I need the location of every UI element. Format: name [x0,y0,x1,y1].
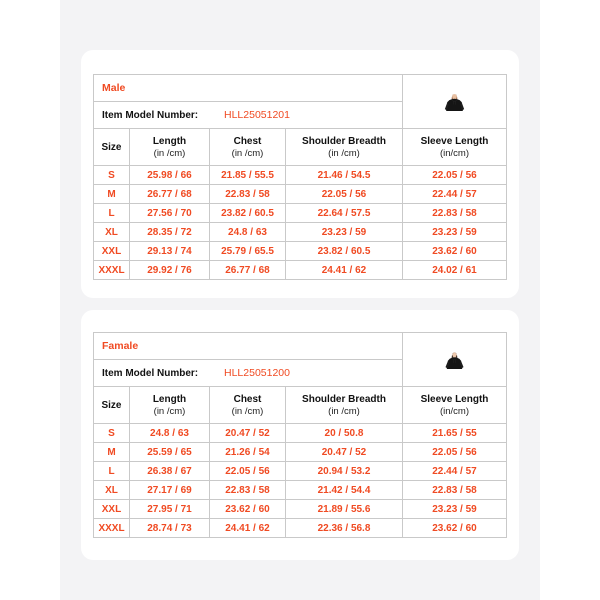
shoulder-cell: 22.05 / 56 [286,185,403,204]
male-model-label: Item Model Number: [102,110,199,121]
table-row [94,481,507,500]
length-cell: 25.59 / 65 [130,443,210,462]
length-cell: 29.13 / 74 [130,242,210,261]
chest-cell: 22.83 / 58 [210,185,286,204]
shoulder-cell: 23.82 / 60.5 [286,242,403,261]
size-cell: S [94,424,130,443]
size-cell: M [94,443,130,462]
chest-cell: 24.8 / 63 [210,223,286,242]
length-cell: 27.17 / 69 [130,481,210,500]
male-hoodie-image [403,93,506,111]
female-model-photo [403,333,507,387]
col-header-length: Length (in /cm) [130,129,210,166]
chest-cell: 20.47 / 52 [210,424,286,443]
length-cell: 27.56 / 70 [130,204,210,223]
sleeve-cell: 22.44 / 57 [403,185,507,204]
sleeve-cell: 23.62 / 60 [403,242,507,261]
sleeve-cell: 23.23 / 59 [403,223,507,242]
table-row [94,185,507,204]
female-title: Famale [94,333,403,360]
chest-cell: 24.41 / 62 [210,519,286,538]
col-header-sleeve: Sleeve Length (in/cm) [403,387,507,424]
shoulder-cell: 21.42 / 54.4 [286,481,403,500]
shoulder-cell: 20.94 / 53.2 [286,462,403,481]
length-cell: 26.77 / 68 [130,185,210,204]
size-cell: L [94,462,130,481]
col-header-sleeve: Sleeve Length (in/cm) [403,129,507,166]
female-model-row [94,360,403,387]
length-cell: 28.35 / 72 [130,223,210,242]
sleeve-cell: 24.02 / 61 [403,261,507,280]
col-header-shoulder: Shoulder Breadth (in /cm) [286,387,403,424]
male-model-row [94,102,403,129]
table-row [94,204,507,223]
sleeve-cell: 22.83 / 58 [403,204,507,223]
col-header-chest: Chest (in /cm) [210,387,286,424]
shoulder-cell: 22.36 / 56.8 [286,519,403,538]
shoulder-cell: 20 / 50.8 [286,424,403,443]
male-model-number: HLL25051201 [224,109,290,121]
shoulder-cell: 23.23 / 59 [286,223,403,242]
col-header-size: Size [94,387,130,424]
chest-cell: 23.62 / 60 [210,500,286,519]
shoulder-cell: 20.47 / 52 [286,443,403,462]
length-cell: 25.98 / 66 [130,166,210,185]
female-model-label: Item Model Number: [102,368,199,379]
chest-cell: 22.05 / 56 [210,462,286,481]
sleeve-cell: 22.05 / 56 [403,166,507,185]
chest-cell: 22.83 / 58 [210,481,286,500]
size-cell: XXL [94,500,130,519]
chest-cell: 25.79 / 65.5 [210,242,286,261]
male-size-table [93,74,507,280]
table-row [94,443,507,462]
size-cell: XXXL [94,519,130,538]
col-header-length: Length (in /cm) [130,387,210,424]
table-row [94,166,507,185]
chest-cell: 21.85 / 55.5 [210,166,286,185]
sleeve-cell: 23.62 / 60 [403,519,507,538]
sleeve-cell: 21.65 / 55 [403,424,507,443]
size-cell: S [94,166,130,185]
female-hoodie-image [403,351,506,369]
size-cell: M [94,185,130,204]
shoulder-cell: 24.41 / 62 [286,261,403,280]
male-size-card [81,50,519,298]
shoulder-cell: 21.46 / 54.5 [286,166,403,185]
male-model-photo [403,75,507,129]
table-row [94,424,507,443]
chest-cell: 23.82 / 60.5 [210,204,286,223]
col-header-chest: Chest (in /cm) [210,129,286,166]
shoulder-cell: 22.64 / 57.5 [286,204,403,223]
female-size-table [93,332,507,538]
col-header-shoulder: Shoulder Breadth (in /cm) [286,129,403,166]
size-cell: XL [94,223,130,242]
size-cell: XL [94,481,130,500]
shoulder-cell: 21.89 / 55.6 [286,500,403,519]
length-cell: 29.92 / 76 [130,261,210,280]
size-cell: L [94,204,130,223]
size-cell: XXL [94,242,130,261]
female-size-card [81,310,519,560]
sleeve-cell: 22.83 / 58 [403,481,507,500]
table-row [94,519,507,538]
table-row [94,261,507,280]
length-cell: 24.8 / 63 [130,424,210,443]
table-row [94,462,507,481]
size-cell: XXXL [94,261,130,280]
female-model-number: HLL25051200 [224,367,290,379]
table-row [94,223,507,242]
col-header-size: Size [94,129,130,166]
length-cell: 26.38 / 67 [130,462,210,481]
table-row [94,242,507,261]
length-cell: 28.74 / 73 [130,519,210,538]
chest-cell: 21.26 / 54 [210,443,286,462]
length-cell: 27.95 / 71 [130,500,210,519]
male-title: Male [94,75,403,102]
table-row [94,500,507,519]
sleeve-cell: 22.44 / 57 [403,462,507,481]
sleeve-cell: 22.05 / 56 [403,443,507,462]
sleeve-cell: 23.23 / 59 [403,500,507,519]
chest-cell: 26.77 / 68 [210,261,286,280]
